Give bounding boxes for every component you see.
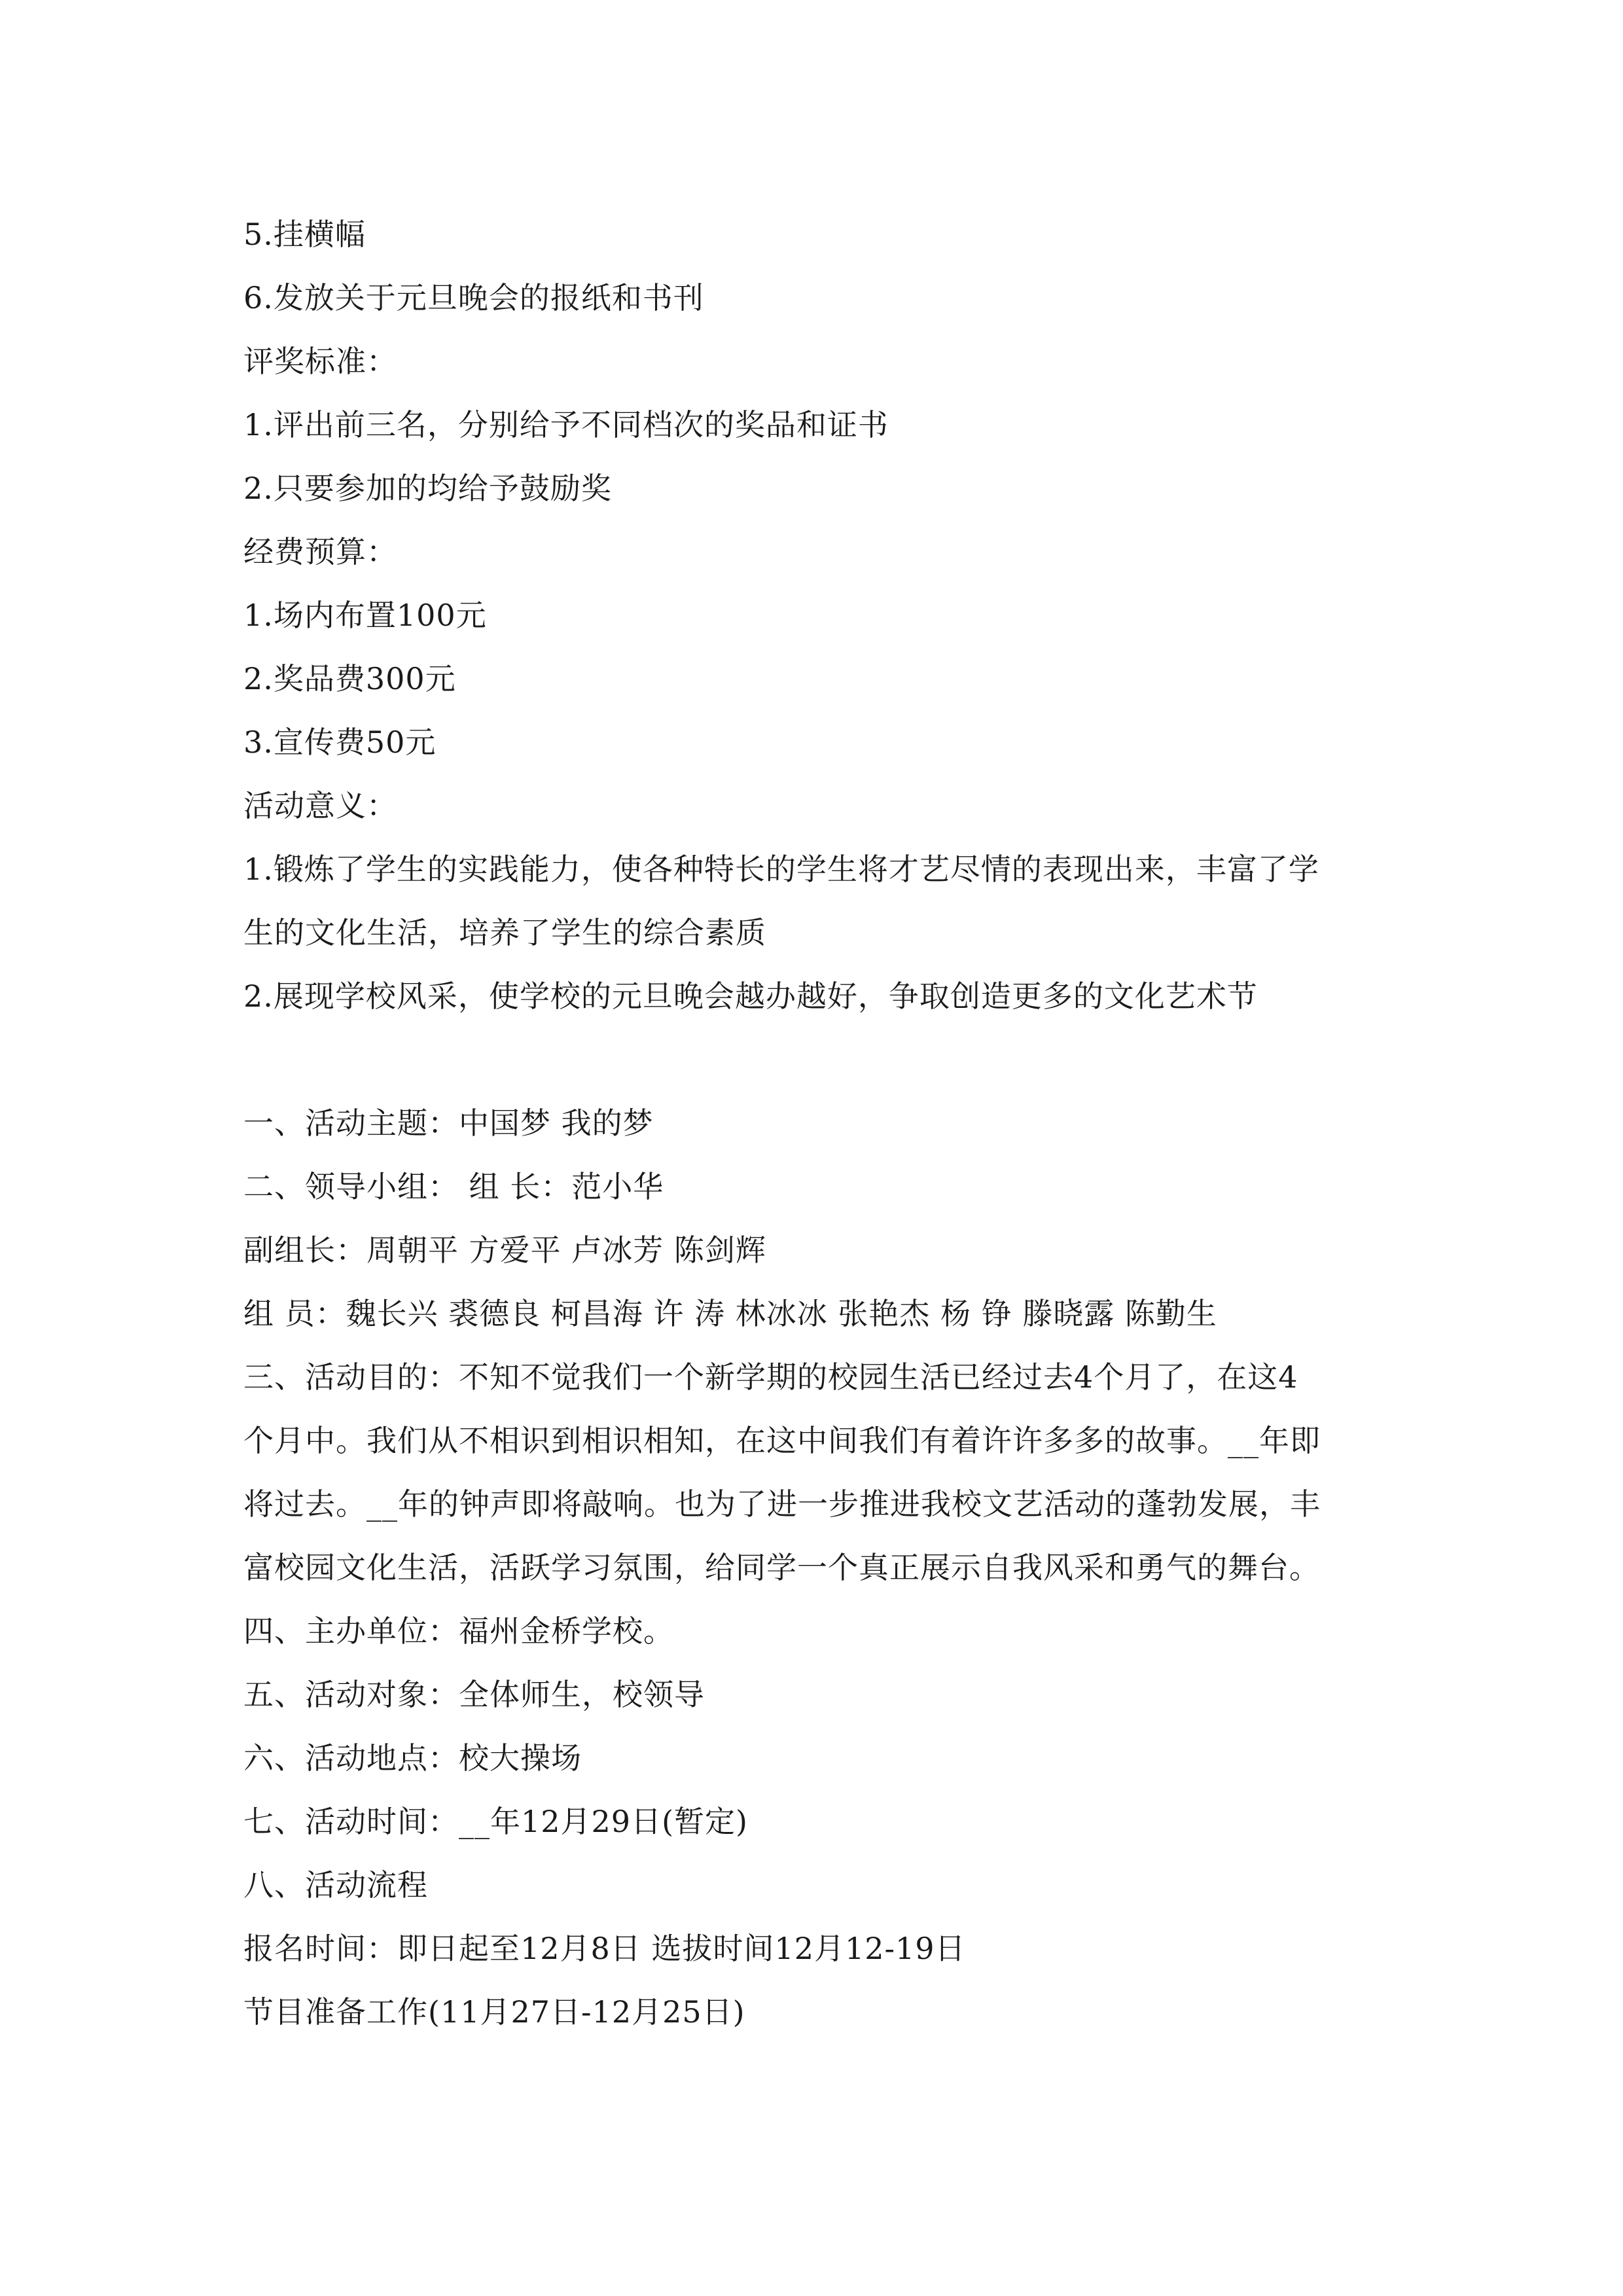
list-item: 6.发放关于元旦晚会的报纸和书刊 (243, 280, 704, 315)
section-event-plan (243, 1092, 1395, 2044)
section-heading: 经费预算： (243, 534, 397, 569)
paragraph-line: 三、活动目的：不知不觉我们一个新学期的校园生活已经过去4个月了，在这4 (243, 1359, 1298, 1395)
paragraph-line: 节目准备工作(11月27日-12月25日) (243, 1994, 745, 2030)
paragraph-line: 个月中。我们从不相识到相识相知，在这中间我们有着许许多多的故事。__年即 (243, 1423, 1321, 1458)
list-item: 2.只要参加的均给予鼓励奖 (243, 471, 612, 506)
paragraph-line: 组 员：魏长兴 裘德良 柯昌海 许 涛 林冰冰 张艳杰 杨 铮 滕晓露 陈勤生 (243, 1296, 1217, 1331)
paragraph-line: 副组长：周朝平 方爱平 卢冰芳 陈剑辉 (243, 1232, 766, 1268)
paragraph-line: 六、活动地点：校大操场 (243, 1740, 582, 1776)
section-heading: 活动意义： (243, 788, 397, 823)
paragraph-line: 生的文化生活，培养了学生的综合素质 (243, 915, 766, 950)
paragraph-line: 七、活动时间：__年12月29日(暂定) (243, 1804, 748, 1839)
list-item: 2.展现学校风采，使学校的元旦晚会越办越好，争取创造更多的文化艺术节 (243, 978, 1258, 1014)
section-heading: 评奖标准： (243, 344, 397, 379)
paragraph-line: 八、活动流程 (243, 1867, 428, 1903)
list-item: 2.奖品费300元 (243, 661, 456, 696)
paragraph-line: 二、领导小组： 组 长：范小华 (243, 1169, 664, 1204)
list-item: 1.评出前三名，分别给予不同档次的奖品和证书 (243, 407, 889, 442)
paragraph-line: 四、主办单位：福州金桥学校。 (243, 1613, 674, 1649)
section-awards-budget (243, 203, 1395, 1028)
paragraph-line: 五、活动对象：全体师生，校领导 (243, 1677, 705, 1712)
paragraph-line: 富校园文化生活，活跃学习氛围，给同学一个真正展示自我风采和勇气的舞台。 (243, 1550, 1320, 1585)
paragraph-line: 一、活动主题：中国梦 我的梦 (243, 1105, 654, 1141)
list-item: 5.挂横幅 (243, 217, 366, 252)
paragraph-line: 报名时间：即日起至12月8日 选拔时间12月12-19日 (243, 1931, 966, 1966)
list-item: 1.场内布置100元 (243, 598, 487, 633)
paragraph-line: 将过去。__年的钟声即将敲响。也为了进一步推进我校文艺活动的蓬勃发展，丰 (243, 1486, 1321, 1522)
section-spacer (243, 1028, 1395, 1092)
document-body (243, 203, 1395, 2044)
paragraph-line: 1.锻炼了学生的实践能力，使各种特长的学生将才艺尽情的表现出来，丰富了学 (243, 852, 1319, 887)
list-item: 3.宣传费50元 (243, 725, 437, 760)
